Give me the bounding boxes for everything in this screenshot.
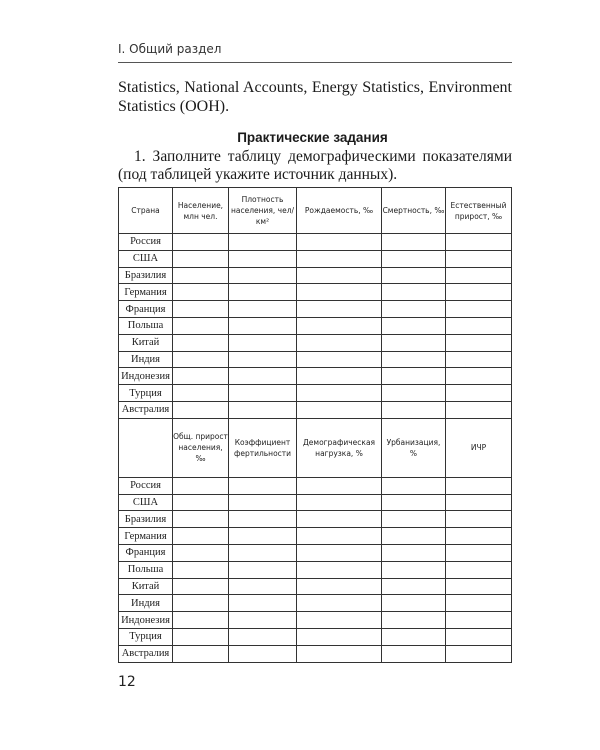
empty-cell xyxy=(229,544,297,561)
table-row xyxy=(119,267,512,284)
country-cell: Германия xyxy=(119,528,173,545)
empty-cell xyxy=(446,528,512,545)
empty-cell xyxy=(297,528,382,545)
empty-cell xyxy=(297,511,382,528)
country-cell: Россия xyxy=(119,477,173,494)
page-number: 12 xyxy=(118,674,136,690)
empty-cell xyxy=(446,544,512,561)
empty-cell xyxy=(173,250,229,267)
table-row xyxy=(119,511,512,528)
empty-cell xyxy=(446,351,512,368)
empty-cell xyxy=(382,561,446,578)
empty-cell xyxy=(382,645,446,662)
country-cell: Германия xyxy=(119,284,173,301)
column-header xyxy=(119,418,173,477)
country-cell: Турция xyxy=(119,385,173,402)
empty-cell xyxy=(173,368,229,385)
empty-cell xyxy=(382,284,446,301)
empty-cell xyxy=(382,368,446,385)
empty-cell xyxy=(297,250,382,267)
empty-cell xyxy=(382,267,446,284)
empty-cell xyxy=(229,317,297,334)
country-cell: Турция xyxy=(119,628,173,645)
empty-cell xyxy=(229,528,297,545)
empty-cell xyxy=(297,477,382,494)
empty-cell xyxy=(173,494,229,511)
table-row xyxy=(119,250,512,267)
empty-cell xyxy=(173,284,229,301)
table-row xyxy=(119,401,512,418)
empty-cell xyxy=(229,250,297,267)
table-row xyxy=(119,595,512,612)
task-text xyxy=(118,148,512,184)
country-cell: Франция xyxy=(119,544,173,561)
table-row xyxy=(119,301,512,318)
country-cell: Польша xyxy=(119,561,173,578)
empty-cell xyxy=(173,301,229,318)
empty-cell xyxy=(297,301,382,318)
table-row xyxy=(119,561,512,578)
table-row xyxy=(119,528,512,545)
task-line-1: 1. Заполните таблицу демографическими показателями xyxy=(134,148,512,165)
column-header: Население, млн чел. xyxy=(173,188,229,234)
empty-cell xyxy=(229,477,297,494)
empty-cell xyxy=(173,351,229,368)
empty-cell xyxy=(446,494,512,511)
empty-cell xyxy=(173,645,229,662)
empty-cell xyxy=(382,401,446,418)
demographic-table xyxy=(118,187,512,663)
empty-cell xyxy=(173,628,229,645)
empty-cell xyxy=(229,385,297,402)
empty-cell xyxy=(229,595,297,612)
empty-cell xyxy=(446,385,512,402)
table-row xyxy=(119,317,512,334)
running-header: I. Общий раздел xyxy=(118,42,222,56)
table-row xyxy=(119,645,512,662)
empty-cell xyxy=(382,511,446,528)
table-row xyxy=(119,578,512,595)
empty-cell xyxy=(297,351,382,368)
empty-cell xyxy=(173,561,229,578)
empty-cell xyxy=(446,511,512,528)
empty-cell xyxy=(297,645,382,662)
column-header: Естественный прирост, ‰ xyxy=(446,188,512,234)
empty-cell xyxy=(297,267,382,284)
empty-cell xyxy=(229,401,297,418)
empty-cell xyxy=(173,234,229,251)
empty-cell xyxy=(173,511,229,528)
empty-cell xyxy=(173,595,229,612)
empty-cell xyxy=(229,334,297,351)
table-row xyxy=(119,494,512,511)
country-cell: Бразилия xyxy=(119,267,173,284)
empty-cell xyxy=(297,578,382,595)
empty-cell xyxy=(382,234,446,251)
column-header: Рождаемость, ‰ xyxy=(297,188,382,234)
empty-cell xyxy=(173,578,229,595)
empty-cell xyxy=(446,267,512,284)
empty-cell xyxy=(229,351,297,368)
empty-cell xyxy=(297,494,382,511)
empty-cell xyxy=(173,385,229,402)
table-row xyxy=(119,284,512,301)
empty-cell xyxy=(297,334,382,351)
column-header: Урбанизация, % xyxy=(382,418,446,477)
column-header: Общ. прирост населения, ‰ xyxy=(173,418,229,477)
column-header: Коэффициент фертильности xyxy=(229,418,297,477)
country-cell: США xyxy=(119,250,173,267)
empty-cell xyxy=(446,628,512,645)
table-header-row xyxy=(119,188,512,234)
empty-cell xyxy=(229,301,297,318)
empty-cell xyxy=(173,317,229,334)
empty-cell xyxy=(229,612,297,629)
country-cell: Бразилия xyxy=(119,511,173,528)
empty-cell xyxy=(173,612,229,629)
column-header: Демографическая нагрузка, % xyxy=(297,418,382,477)
empty-cell xyxy=(382,477,446,494)
empty-cell xyxy=(382,544,446,561)
empty-cell xyxy=(229,267,297,284)
empty-cell xyxy=(229,561,297,578)
empty-cell xyxy=(173,544,229,561)
empty-cell xyxy=(229,578,297,595)
empty-cell xyxy=(446,578,512,595)
country-cell: Индия xyxy=(119,595,173,612)
table-row xyxy=(119,234,512,251)
empty-cell xyxy=(229,284,297,301)
table-row xyxy=(119,477,512,494)
empty-cell xyxy=(446,612,512,629)
country-cell: Россия xyxy=(119,234,173,251)
country-cell: Польша xyxy=(119,317,173,334)
paragraph-line-1: Statistics, National Accounts, Energy Statistics, Environment xyxy=(118,79,512,96)
country-cell: Индонезия xyxy=(119,612,173,629)
column-header: Страна xyxy=(119,188,173,234)
empty-cell xyxy=(297,385,382,402)
table-row xyxy=(119,334,512,351)
table-row xyxy=(119,628,512,645)
column-header: ИЧР xyxy=(446,418,512,477)
empty-cell xyxy=(173,477,229,494)
table-row xyxy=(119,368,512,385)
empty-cell xyxy=(382,578,446,595)
empty-cell xyxy=(173,267,229,284)
country-cell: Франция xyxy=(119,301,173,318)
country-cell: Австралия xyxy=(119,401,173,418)
section-title: Практические задания xyxy=(237,130,388,145)
empty-cell xyxy=(446,477,512,494)
empty-cell xyxy=(446,401,512,418)
empty-cell xyxy=(382,528,446,545)
empty-cell xyxy=(229,511,297,528)
empty-cell xyxy=(297,628,382,645)
country-cell: Китай xyxy=(119,334,173,351)
table-header-row xyxy=(119,418,512,477)
empty-cell xyxy=(297,284,382,301)
empty-cell xyxy=(297,401,382,418)
country-cell: Австралия xyxy=(119,645,173,662)
empty-cell xyxy=(446,334,512,351)
country-cell: Индия xyxy=(119,351,173,368)
empty-cell xyxy=(446,368,512,385)
empty-cell xyxy=(446,284,512,301)
table-row xyxy=(119,351,512,368)
empty-cell xyxy=(173,528,229,545)
country-cell: Китай xyxy=(119,578,173,595)
empty-cell xyxy=(297,317,382,334)
empty-cell xyxy=(446,250,512,267)
table-row xyxy=(119,544,512,561)
empty-cell xyxy=(382,628,446,645)
empty-cell xyxy=(297,368,382,385)
empty-cell xyxy=(382,317,446,334)
country-cell: Индонезия xyxy=(119,368,173,385)
empty-cell xyxy=(382,612,446,629)
empty-cell xyxy=(297,561,382,578)
empty-cell xyxy=(382,334,446,351)
empty-cell xyxy=(297,595,382,612)
header-rule xyxy=(118,62,512,63)
empty-cell xyxy=(446,645,512,662)
empty-cell xyxy=(446,301,512,318)
table-row xyxy=(119,612,512,629)
empty-cell xyxy=(297,234,382,251)
column-header: Смертность, ‰ xyxy=(382,188,446,234)
empty-cell xyxy=(382,351,446,368)
table-row xyxy=(119,385,512,402)
empty-cell xyxy=(382,250,446,267)
empty-cell xyxy=(382,385,446,402)
empty-cell xyxy=(173,401,229,418)
empty-cell xyxy=(446,561,512,578)
empty-cell xyxy=(382,595,446,612)
empty-cell xyxy=(229,628,297,645)
empty-cell xyxy=(297,544,382,561)
empty-cell xyxy=(229,494,297,511)
empty-cell xyxy=(229,234,297,251)
country-cell: США xyxy=(119,494,173,511)
empty-cell xyxy=(229,368,297,385)
empty-cell xyxy=(229,645,297,662)
empty-cell xyxy=(297,612,382,629)
task-line-2: (под таблицей укажите источник данных). xyxy=(118,166,398,183)
empty-cell xyxy=(382,494,446,511)
empty-cell xyxy=(446,317,512,334)
empty-cell xyxy=(173,334,229,351)
paragraph-line-2: Statistics (OOH). xyxy=(118,98,230,115)
empty-cell xyxy=(446,234,512,251)
empty-cell xyxy=(446,595,512,612)
column-header: Плотность населения, чел/км² xyxy=(229,188,297,234)
empty-cell xyxy=(382,301,446,318)
